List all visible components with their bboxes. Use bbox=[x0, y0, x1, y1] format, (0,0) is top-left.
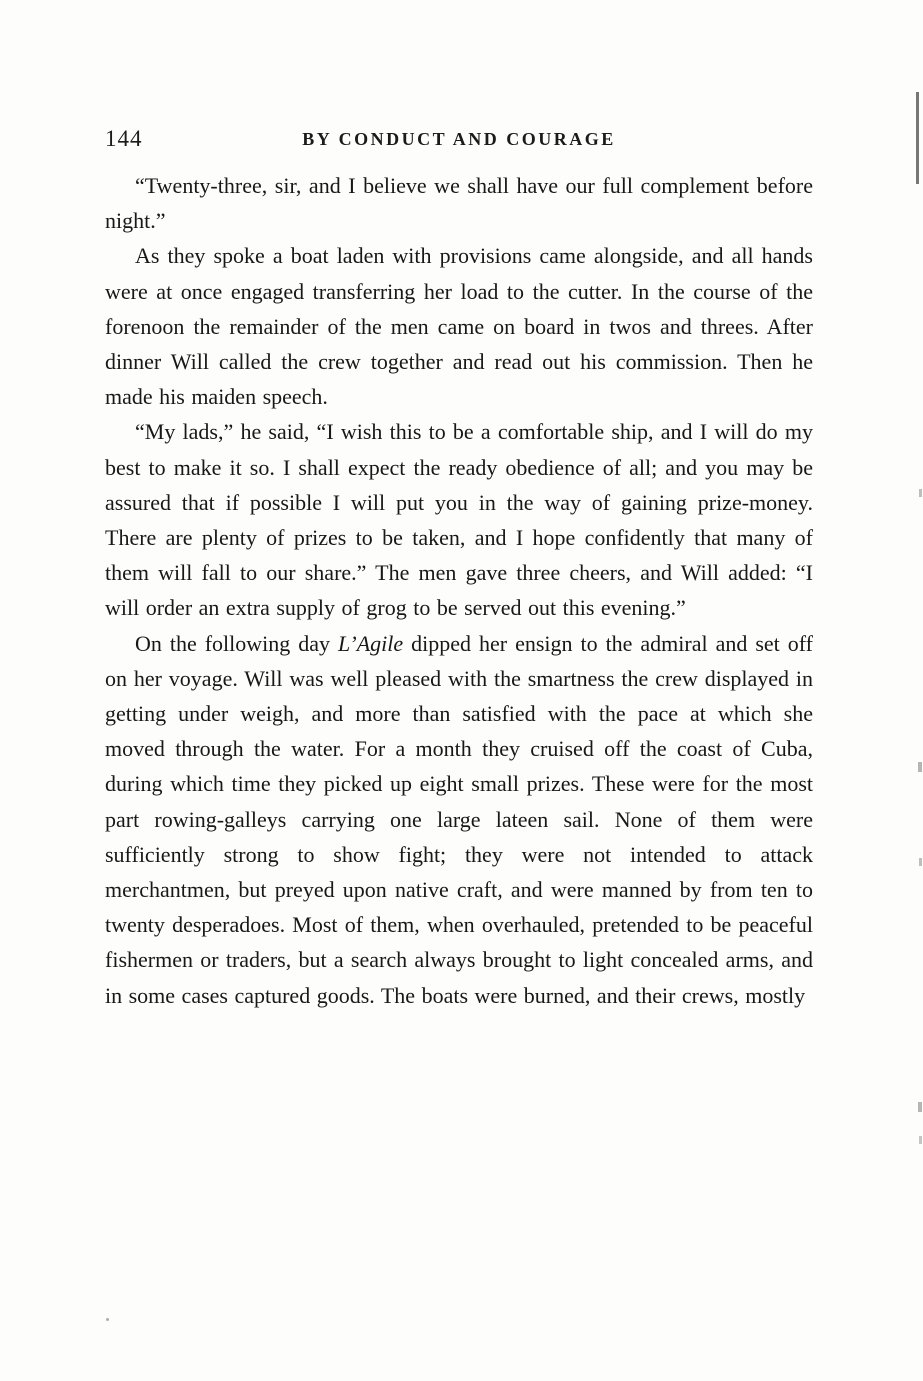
scan-artifact-tick bbox=[918, 1102, 922, 1112]
scan-artifact-edge-line bbox=[916, 92, 919, 184]
paragraph-1: “Twenty-three, sir, and I believe we shall have our full complement before night.” bbox=[105, 173, 813, 234]
paragraph-2: As they spoke a boat laden with provisions came alongside, and all hands were at once engaged transferring her load to the cutter. In the course of the forenoon the remainder of the men came on board in twos and threes. After dinner Will called the crew together and read out his commission. Then he made his maiden speech. bbox=[105, 243, 813, 410]
page-header bbox=[105, 126, 813, 156]
scan-artifact-speck bbox=[106, 1318, 109, 1321]
page-number: 144 bbox=[105, 126, 143, 151]
paragraph-4-segment-1: On the following day bbox=[135, 630, 338, 656]
ship-name-italic: L’Agile bbox=[337, 630, 404, 656]
running-header: BY CONDUCT AND COURAGE bbox=[302, 129, 616, 149]
paragraph-4 bbox=[105, 626, 813, 1013]
scan-artifact-tick bbox=[919, 1136, 922, 1144]
paragraph-3: “My lads,” he said, “I wish this to be a comfortable ship, and I will do my best to make it so. I shall expect the ready obedience of all; and you may be assured that if possible I will put you in the way of gaining prize-money. There are plenty of prizes to be taken, and I hope confidently that many of them will fall to our share.” The men gave three cheers, and Will added: “I will order an extra supply of grog to be served out this evening.” bbox=[105, 419, 813, 621]
scan-artifact-tick bbox=[919, 489, 922, 497]
body-text bbox=[105, 168, 813, 1013]
paragraph-4-segment-2: dipped her ensign to the admiral and set off on her voyage. Will was well pleased with the smartness the crew displayed in getting under weigh, and more than satisfied with the pace at which she moved through the water. For a month they cruised off the coast of Cuba, during which time they picked up eight small prizes. These were for the most part rowing-galleys carrying one large lateen sail. None of them were sufficiently strong to show fight; they were not intended to attack merchantmen, but preyed upon native craft, and were manned by from ten to twenty desperadoes. Most of them, when overhauled, pretended to be peaceful fishermen or traders, but a search always brought to light concealed arms, and in some cases captured goods. The boats were burned, and their crews, mostly bbox=[105, 630, 813, 1008]
scan-artifact-tick bbox=[919, 858, 922, 866]
scan-artifact-tick bbox=[918, 762, 922, 772]
